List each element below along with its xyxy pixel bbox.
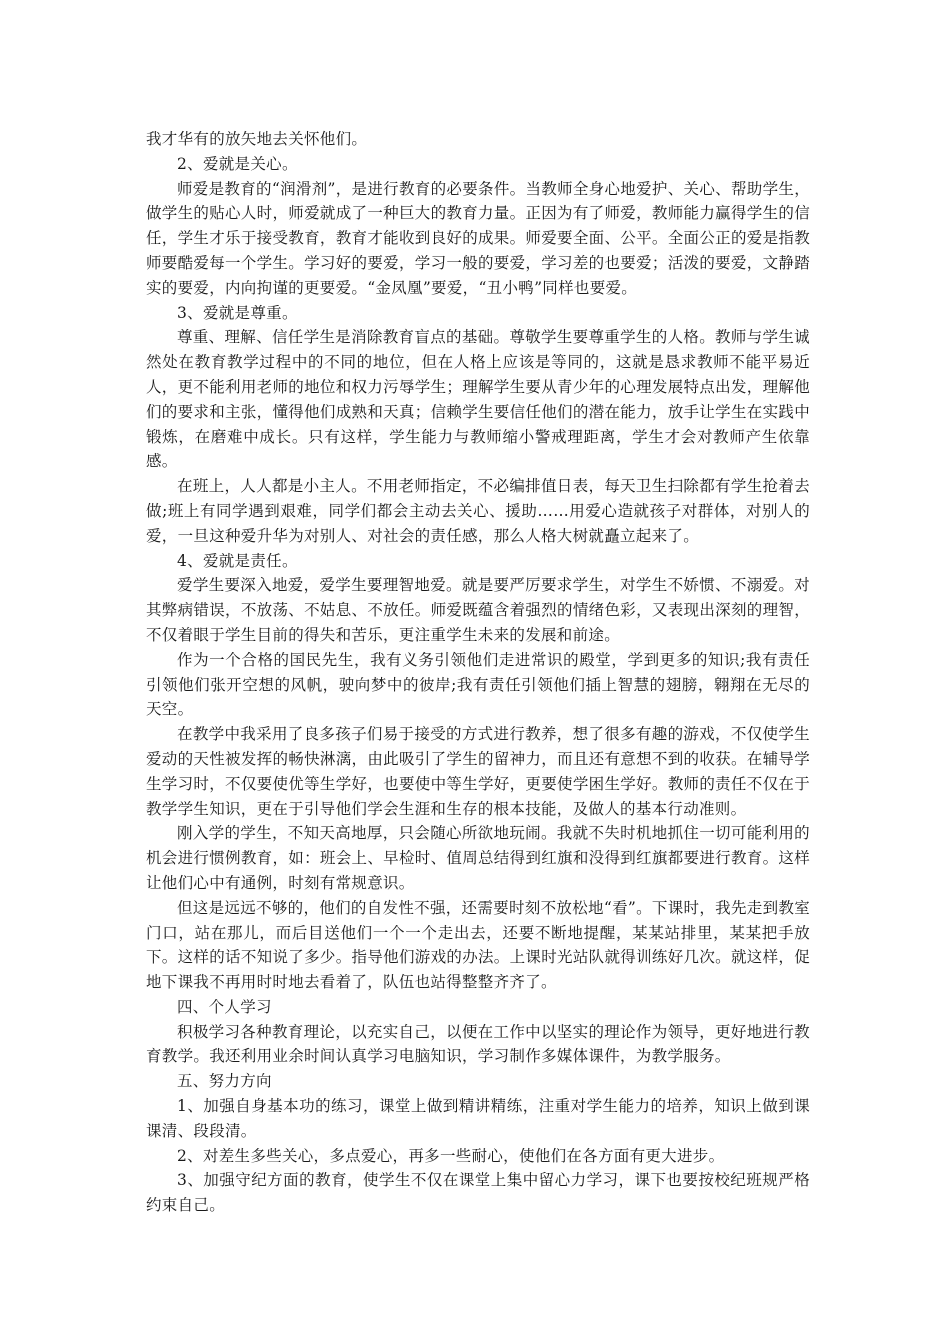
paragraph: 师爱是教育的“润滑剂”，是进行教育的必要条件。当教师全身心地爱护、关心、帮助学生，做学生的贴心人时，师爱就成了一种巨大的教育力量。正因为有了师爱，教师能力赢得学生的信任，学生才乐于接受教育，教育才能收到良好的成果。师爱要全面、公平。全面公正的爱是指教师要酷爱每一个学生。学习好的要爱，学习一般的要爱，学习差的也要爱；活泼的要爱，文静踏实的要爱，内向拘谨的更要爱。“金凤凰”要爱，“丑小鸭”同样也要爱。 <box>146 179 810 297</box>
section-heading-personal-study: 四、个人学习 <box>177 997 272 1016</box>
paragraph: 但这是远远不够的，他们的自发性不强，还需要时刻不放松地“看”。下课时，我先走到教室门口，站在那儿，而后目送他们一个一个走出去，还要不断地提醒，某某站排里，某某把手放下。这样的话不知说了多少。指导他们游戏的办法。上课时光站队就得训练好几次。就这样，促地下课我不再用时时地去看着了，队伍也站得整整齐齐了。 <box>146 898 810 992</box>
list-item: 1、加强自身基本功的练习，课堂上做到精讲精练，注重对学生能力的培养，知识上做到课课清、段段清。 <box>146 1097 810 1140</box>
heading-love-is-care: 2、爱就是关心。 <box>177 154 298 173</box>
list-item: 3、加强守纪方面的教育，使学生不仅在课堂上集中留心力学习，课下也要按校纪班规严格约束自己。 <box>146 1171 810 1215</box>
paragraph: 作为一个合格的国民先生，我有义务引领他们走进常识的殿堂，学到更多的知识;我有责任引领他们张开空想的风帆，驶向梦中的彼岸;我有责任引领他们插上智慧的翅膀，翱翔在无尽的天空。 <box>146 650 810 719</box>
paragraph: 积极学习各种教育理论，以充实自己，以便在工作中以坚实的理论作为领导，更好地进行教育教学。我还利用业余时间认真学习电脑知识，学习制作多媒体课件，为教学服务。 <box>146 1022 810 1066</box>
paragraph: 尊重、理解、信任学生是消除教育盲点的基础。尊敬学生要尊重学生的人格。教师与学生诚然处在教育教学过程中的不同的地位，但在人格上应该是等同的，这就是恳求教师不能平易近人，更不能利用老师的地位和权力污辱学生；理解学生要从青少年的心理发展特点出发，理解他们的要求和主张，懂得他们成熟和天真；信赖学生要信任他们的潜在能力，放手让学生在实践中锻炼，在磨难中成长。只有这样，学生能力与教师缩小警戒理距离，学生才会对教师产生依靠感。 <box>146 328 810 471</box>
paragraph-continuation: 我才华有的放矢地去关怀他们。 <box>146 130 368 148</box>
heading-love-is-respect: 3、爱就是尊重。 <box>177 303 298 322</box>
section-heading-effort-direction: 五、努力方向 <box>177 1072 272 1091</box>
paragraph: 在班上，人人都是小主人。不用老师指定，不必编排值日表，每天卫生扫除都有学生抢着去做;班上有同学遇到艰难，同学们都会主动去关心、援助……用爱心造就孩子对群体，对别人的爱，一旦这种爱升华为对别人、对社会的责任感，那么人格大树就矗立起来了。 <box>146 477 810 545</box>
paragraph: 刚入学的学生，不知天高地厚，只会随心所欲地玩闹。我就不失时机地抓住一切可能利用的机会进行惯例教育，如：班会上、早检时、值周总结得到红旗和没得到红旗都要进行教育。这样让他们心中有通例，时刻有常规意识。 <box>146 824 810 892</box>
list-item: 2、对差生多些关心，多点爱心，再多一些耐心，使他们在各方面有更大进步。 <box>177 1146 725 1165</box>
heading-love-is-responsibility: 4、爱就是责任。 <box>177 551 298 570</box>
paragraph: 爱学生要深入地爱，爱学生要理智地爱。就是要严厉要求学生，对学生不娇惯、不溺爱。对其弊病错误，不放荡、不姑息、不放任。师爱既蕴含着强烈的情绪色彩，又表现出深刻的理智，不仅着眼于学生目前的得失和苦乐，更注重学生未来的发展和前途。 <box>146 576 810 644</box>
paragraph: 在教学中我采用了良多孩子们易于接受的方式进行教养，想了很多有趣的游戏，不仅使学生爱动的天性被发挥的畅快淋漓，由此吸引了学生的留神力，而且还有意想不到的收获。在辅导学生学习时，不仅要使优等生学好，也要使中等生学好，更要使学困生学好。教师的责任不仅在于教学学生知识，更在于引导他们学会生涯和生存的根本技能，及做人的基本行动准则。 <box>146 725 810 818</box>
document-body <box>146 127 810 1218</box>
